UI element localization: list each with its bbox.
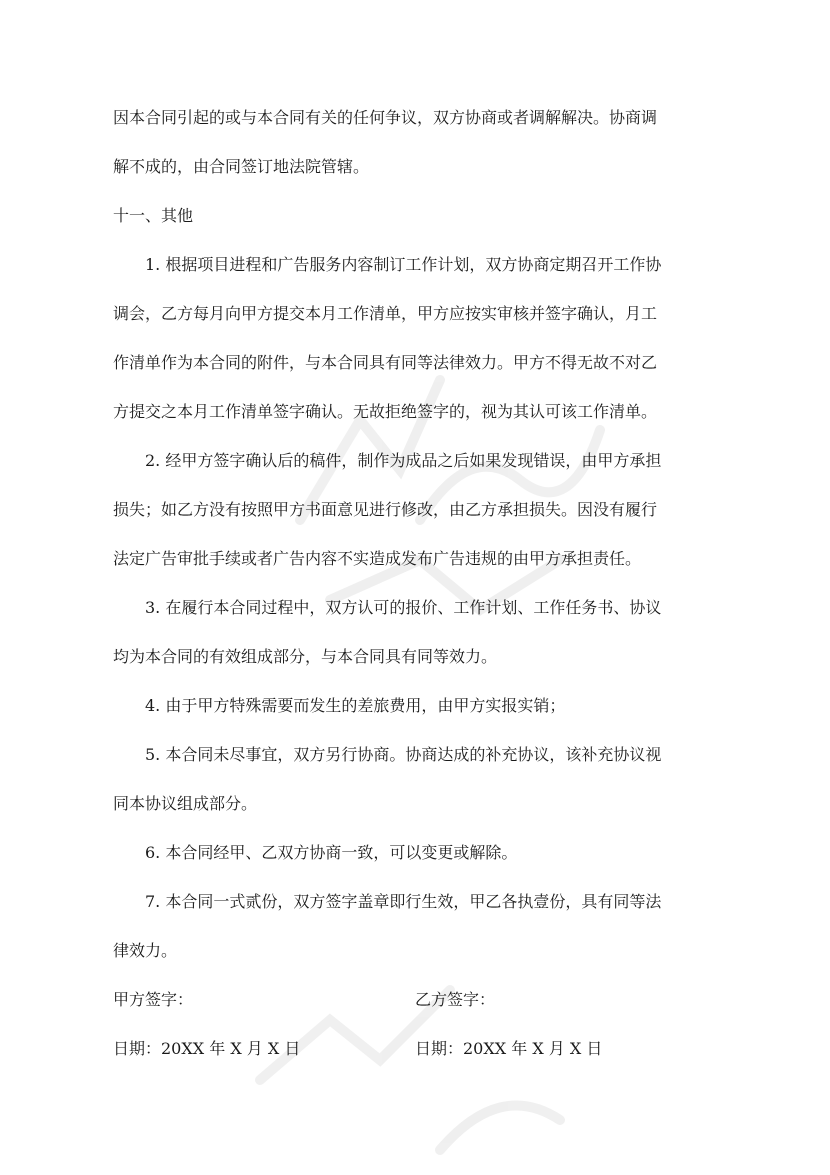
- party-a-signature-label: 甲方签字：: [113, 990, 194, 1009]
- party-b-signature-label: 乙方签字：: [415, 990, 496, 1009]
- party-b-date: 日期：20XX 年 X 月 X 日: [415, 1039, 603, 1058]
- clause-6-line-1: 6. 本合同经甲、乙双方协商一致，可以变更或解除。: [145, 843, 518, 862]
- section-title: 十一、其他: [113, 206, 194, 225]
- dispute-text-line-1: 因本合同引起的或与本合同有关的任何争议，双方协商或者调解解决。协商调: [113, 108, 658, 127]
- clause-4-line-1: 4. 由于甲方特殊需要而发生的差旅费用，由甲方实报实销；: [145, 696, 566, 715]
- clause-1-line-4: 方提交之本月工作清单签字确认。无故拒绝签字的，视为其认可该工作清单。: [113, 402, 658, 421]
- clause-7-line-2: 律效力。: [113, 941, 178, 960]
- clause-2-line-2: 损失；如乙方没有按照甲方书面意见进行修改，由乙方承担损失。因没有履行: [113, 500, 658, 519]
- clause-2-line-3: 法定广告审批手续或者广告内容不实造成发布广告违规的由甲方承担责任。: [113, 549, 642, 568]
- clause-3-line-2: 均为本合同的有效组成部分，与本合同具有同等效力。: [113, 647, 498, 666]
- party-a-date: 日期：20XX 年 X 月 X 日: [113, 1039, 301, 1058]
- clause-1-line-3: 作清单作为本合同的附件，与本合同具有同等法律效力。甲方不得无故不对乙: [113, 353, 658, 372]
- clause-1-line-2: 调会，乙方每月向甲方提交本月工作清单，甲方应按实审核并签字确认，月工: [113, 304, 658, 323]
- clause-1-line-1: 1. 根据项目进程和广告服务内容制订工作计划，双方协商定期召开工作协: [145, 255, 662, 274]
- clause-7-line-1: 7. 本合同一式贰份，双方签字盖章即行生效，甲乙各执壹份，具有同等法: [145, 892, 662, 911]
- clause-3-line-1: 3. 在履行本合同过程中，双方认可的报价、工作计划、工作任务书、协议: [145, 598, 662, 617]
- clause-5-line-2: 同本协议组成部分。: [113, 794, 258, 813]
- clause-5-line-1: 5. 本合同未尽事宜，双方另行协商。协商达成的补充协议，该补充协议视: [145, 745, 662, 764]
- clause-2-line-1: 2. 经甲方签字确认后的稿件，制作为成品之后如果发现错误，由甲方承担: [145, 451, 662, 470]
- dispute-text-line-2: 解不成的，由合同签订地法院管辖。: [113, 157, 370, 176]
